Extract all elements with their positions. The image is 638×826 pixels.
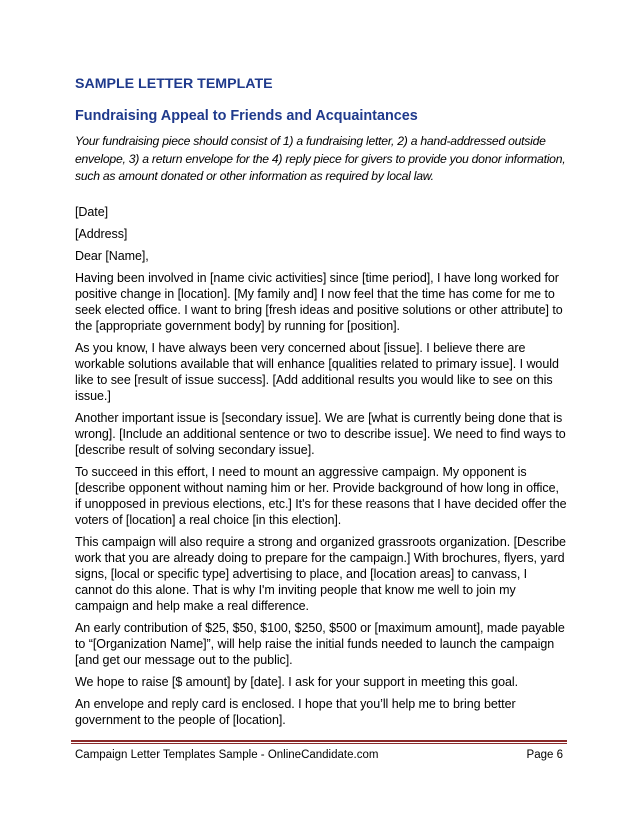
letter-date: [Date] xyxy=(75,204,109,219)
letter-paragraph-1: Having been involved in [name civic activities] since [time period], I have long worked for positive change in [location]. [My family and] I now feel that the time has come for me to seek elected office. I want to bring [fresh ideas and positive solutions or other attribute] to the [appropriate government body] by running for [position]. xyxy=(75,270,563,333)
letter-paragraph-5: This campaign will also require a strong and organized grassroots organization. [Describe work that you are already doing to prepare for the campaign.] With brochures, flyers, yard signs, [local or specific type] advertising to place, and [location areas] to canvass, I cannot do this alone. That is why I'm inviting people that know me well to join my campaign and help make a real difference. xyxy=(75,534,566,613)
intro-paragraph: Your fundraising piece should consist of 1) a fundraising letter, 2) a hand-addressed outside envelope, 3) a return envelope for the 4) reply piece for givers to provide you donor information, such as amount donated or other information as required by local law. xyxy=(75,134,566,183)
document-label: SAMPLE LETTER TEMPLATE xyxy=(75,76,273,92)
footer-rule-thin xyxy=(71,743,567,744)
letter-paragraph-7: We hope to raise [$ amount] by [date]. I ask for your support in meeting this goal. xyxy=(75,674,519,689)
footer-source: Campaign Letter Templates Sample - OnlineCandidate.com xyxy=(75,749,379,761)
letter-paragraph-8: An envelope and reply card is enclosed. I hope that you’ll help me to bring better government to the people of [location]. xyxy=(75,696,516,727)
letter-address: [Address] xyxy=(75,226,128,241)
footer-rule-thick xyxy=(71,740,567,742)
footer-page-number: Page 6 xyxy=(526,749,563,761)
letter-paragraph-3: Another important issue is [secondary issue]. We are [what is currently being done that is wrong]. [Include an additional sentence or two to describe issue]. We need to find ways to [describe result of solving secondary issue]. xyxy=(75,410,566,457)
document-title: Fundraising Appeal to Friends and Acquaintances xyxy=(75,108,418,124)
page-content xyxy=(75,76,567,734)
letter-paragraph-2: As you know, I have always been very concerned about [issue]. I believe there are workable solutions available that will enhance [qualities related to primary issue]. I would like to see [result of issue success]. [Add additional results you would like to see on this issue.] xyxy=(75,340,559,403)
letter-salutation: Dear [Name], xyxy=(75,248,149,263)
letter-paragraph-6: An early contribution of $25, $50, $100, $250, $500 or [maximum amount], made payable to “[Organization Name]”, will help raise the initial funds needed to launch the campaign [and get our message out to the public]. xyxy=(75,620,565,667)
letter-paragraph-4: To succeed in this effort, I need to mount an aggressive campaign. My opponent is [describe opponent without naming him or her. Provide background of how long in office, if unopposed in previous elections, etc.] It's for these reasons that I have decided offer the voters of [location] a real choice [in this election]. xyxy=(75,464,567,527)
